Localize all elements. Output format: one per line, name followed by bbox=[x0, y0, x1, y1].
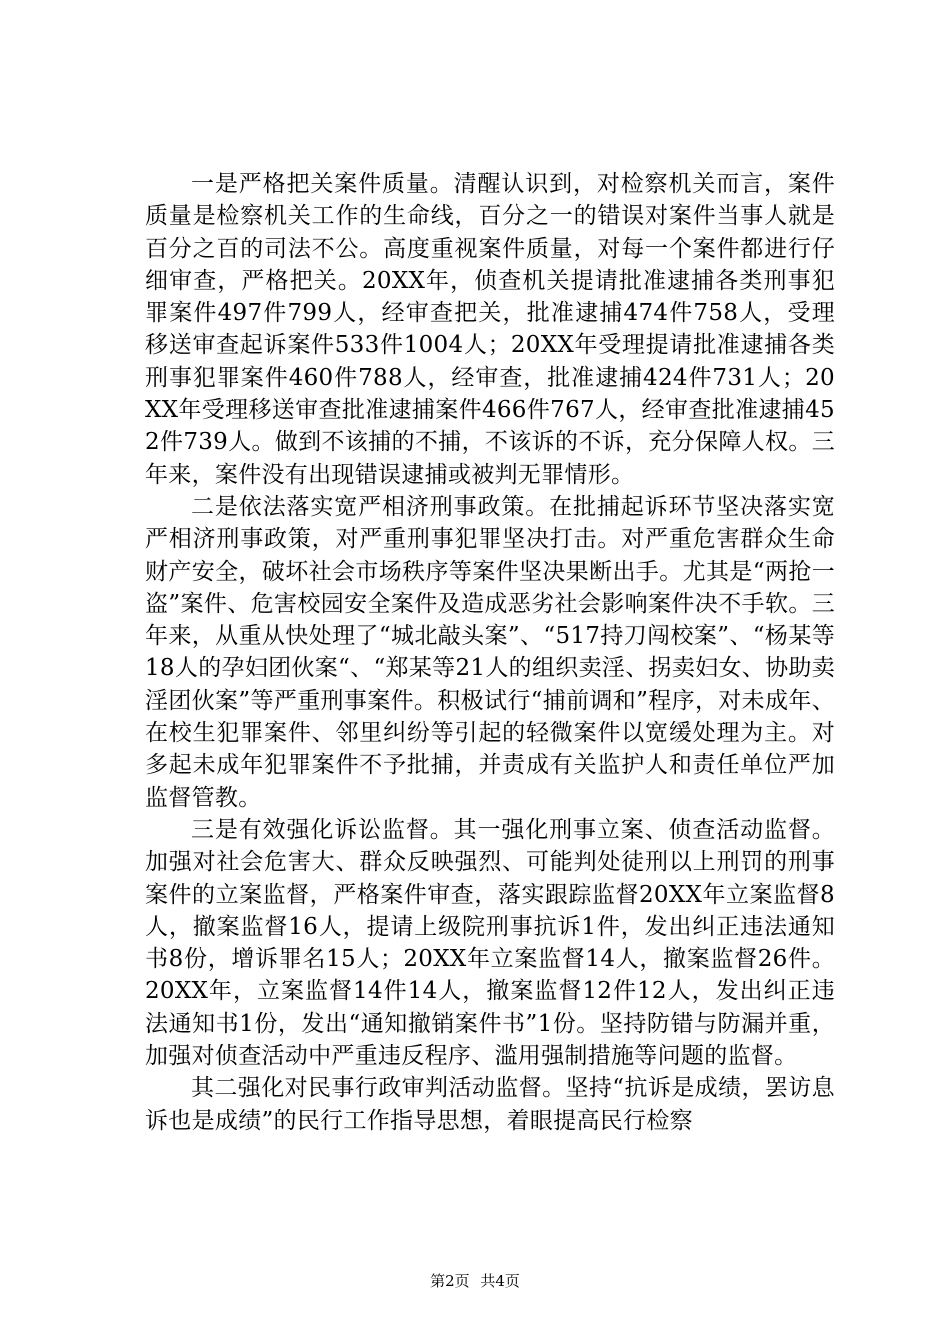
paragraph-criminal-policy: 二是依法落实宽严相济刑事政策。在批捕起诉环节坚决落实宽严相济刑事政策，对严重刑事犯罪坚决打击。对严重危害群众生命财产安全，破坏社会市场秩序等案件坚决果断出手。尤其是“两抢一盗”案件、危害校园安全案件及造成恶劣社会影响案件决不手软。三年来，从重从快处理了“城北敲头案”、“517持刀闯校案”、“杨某等18人的孕妇团伙案“、“郑某等21人的组织卖淫、拐卖妇女、协助卖淫团伙案”等严重刑事案件。积极试行“捕前调和”程序，对未成年、在校生犯罪案件、邻里纠纷等引起的轻微案件以宽缓处理为主。对多起未成年犯罪案件不予批捕，并责成有关监护人和责任单位严加监督管教。 bbox=[145, 493, 835, 811]
paragraph-case-quality: 一是严格把关案件质量。清醒认识到，对检察机关而言，案件质量是检察机关工作的生命线，百分之一的错误对案件当事人就是百分之百的司法不公。高度重视案件质量，对每一个案件都进行仔细审查，严格把关。20XX年，侦查机关提请批准逮捕各类刑事犯罪案件497件799人，经审查把关，批准逮捕474件758人，受理移送审查起诉案件533件1004人；20XX年受理提请批准逮捕各类刑事犯罪案件460件788人，经审查，批准逮捕424件731人；20XX年受理移送审查批准逮捕案件466件767人，经审查批准逮捕452件739人。做到不该捕的不捕，不该诉的不诉，充分保障人权。三年来，案件没有出现错误逮捕或被判无罪情形。 bbox=[145, 171, 835, 488]
page-number: 第2页 bbox=[430, 1272, 470, 1290]
document-body bbox=[145, 168, 835, 1137]
paragraph-litigation-supervision: 三是有效强化诉讼监督。其一强化刑事立案、侦查活动监督。加强对社会危害大、群众反映强烈、可能判处徒刑以上刑罚的刑事案件的立案监督，严格案件审查，落实跟踪监督20XX年立案监督8人，撤案监督16人，提请上级院刑事抗诉1件，发出纠正违法通知书8份，增诉罪名15人；20XX年立案监督14人，撤案监督26件。20XX年，立案监督14件14人，撤案监督12件12人，发出纠正违法通知书1份，发出“通知撤销案件书”1份。坚持防错与防漏并重，加强对侦查活动中严重违反程序、滥用强制措施等问题的监督。 bbox=[145, 816, 835, 1070]
paragraph-civil-administrative-supervision: 其二强化对民事行政审判活动监督。坚持“抗诉是成绩，罢访息诉也是成绩”的民行工作指导思想，着眼提高民行检察 bbox=[145, 1075, 835, 1134]
page-total: 共4页 bbox=[480, 1272, 520, 1290]
page-footer bbox=[0, 1271, 950, 1291]
